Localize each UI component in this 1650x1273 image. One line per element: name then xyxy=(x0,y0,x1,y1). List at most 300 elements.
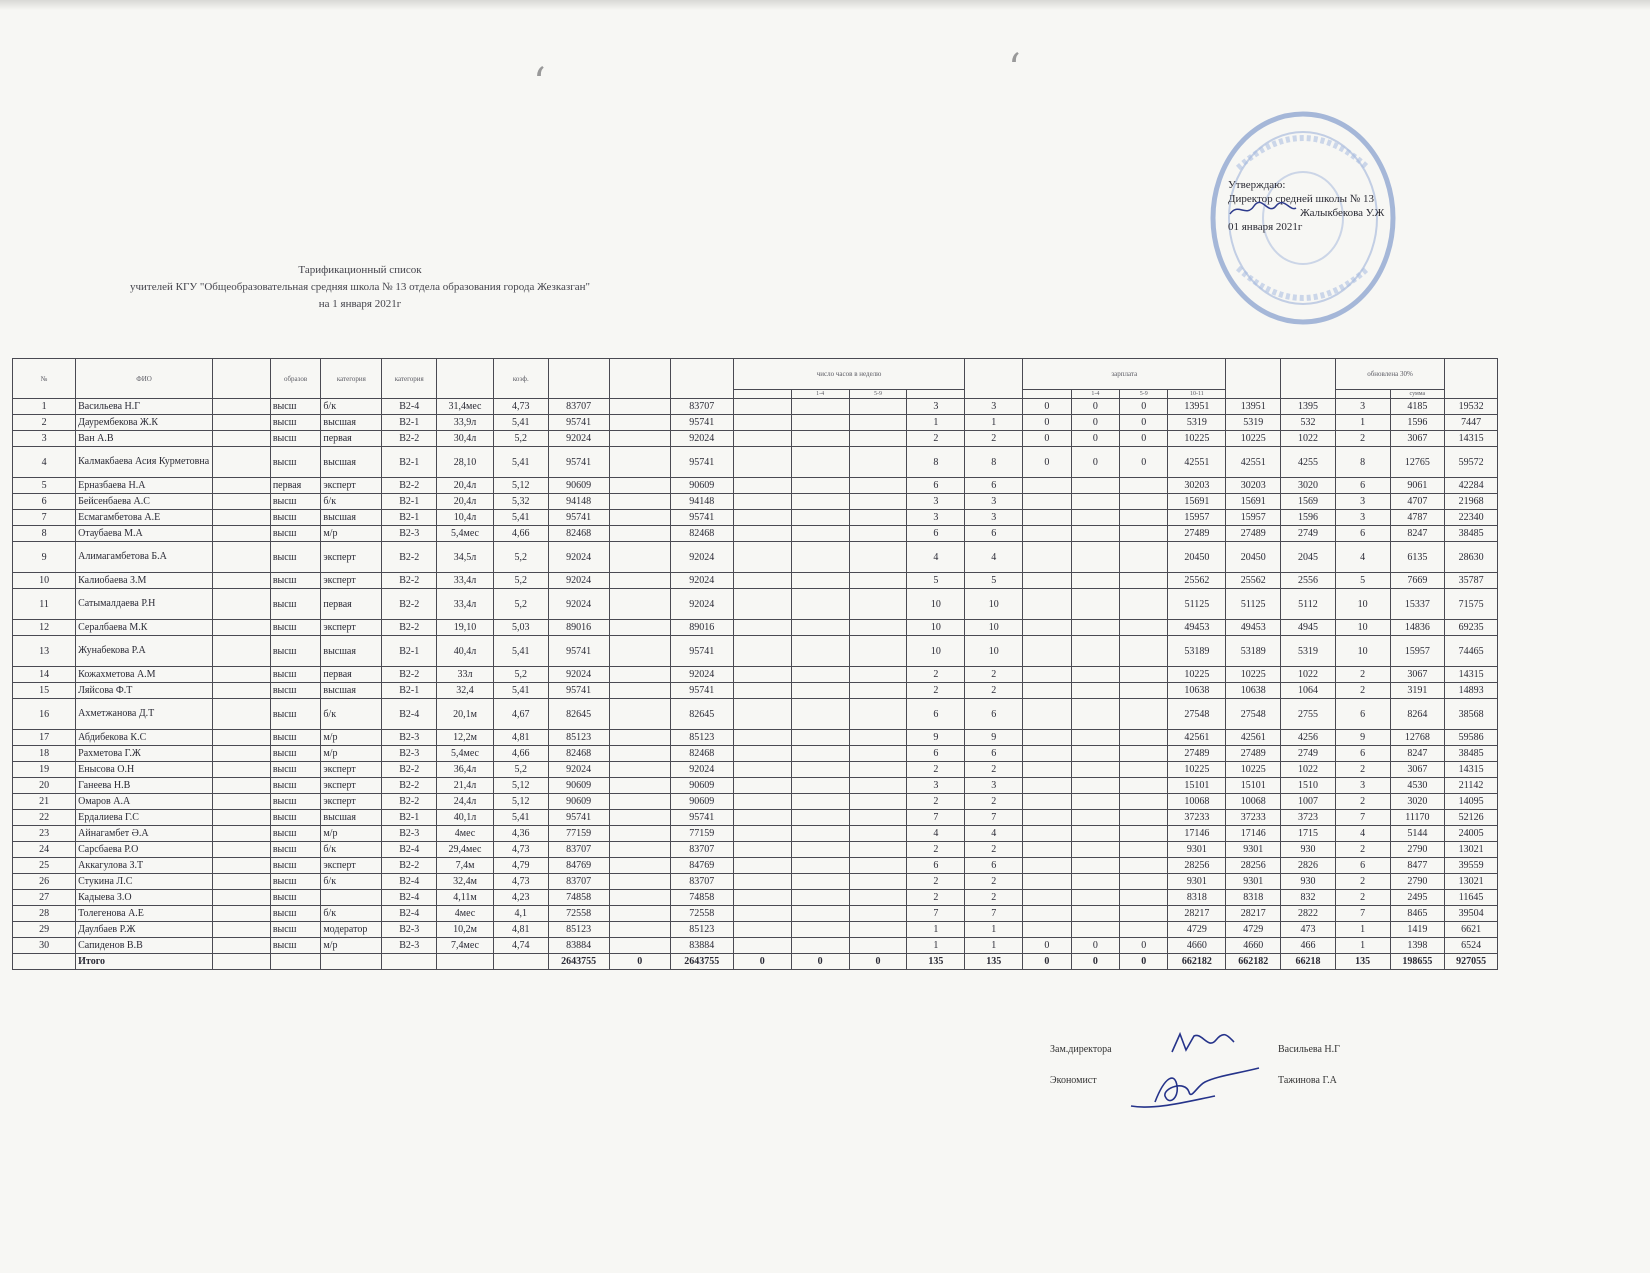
pay-cell xyxy=(1071,542,1119,573)
percent-cell: 532 xyxy=(1281,415,1336,431)
hours-cell xyxy=(733,794,791,810)
hours-cell: 3 xyxy=(907,510,965,526)
pay-cell: 0 xyxy=(1120,447,1168,478)
bonus-cell xyxy=(609,794,670,810)
director-signature xyxy=(1228,200,1298,220)
grade-cell: В2-2 xyxy=(382,778,437,794)
bonus-cell xyxy=(609,890,670,906)
experience-cell: 33,9л xyxy=(437,415,494,431)
education-cell: высш xyxy=(270,778,321,794)
sum-cell: 3191 xyxy=(1390,683,1445,699)
pay-cell: 25562 xyxy=(1168,573,1226,589)
pay-total-cell: 30203 xyxy=(1226,478,1281,494)
pay-total-cell: 53189 xyxy=(1226,636,1281,667)
coefficient-cell: 5,2 xyxy=(493,573,548,589)
salary-cell: 72558 xyxy=(548,906,609,922)
experience-cell: 29,4мес xyxy=(437,842,494,858)
experience-cell: 7,4мес xyxy=(437,938,494,954)
education-cell: высш xyxy=(270,636,321,667)
bonus-cell xyxy=(609,589,670,620)
hours-cell: 10 xyxy=(907,636,965,667)
table-row xyxy=(13,526,1498,542)
pay-cell xyxy=(1071,890,1119,906)
hours-cell xyxy=(849,906,907,922)
row-number: 18 xyxy=(13,746,76,762)
pay-total-cell: 25562 xyxy=(1226,573,1281,589)
pay-total-cell: 20450 xyxy=(1226,542,1281,573)
pay-cell xyxy=(1120,510,1168,526)
subject-cell xyxy=(212,620,270,636)
experience-cell: 21,4л xyxy=(437,778,494,794)
row-number: 17 xyxy=(13,730,76,746)
education-cell: высш xyxy=(270,874,321,890)
salary-cell: 92024 xyxy=(548,589,609,620)
total-cell: 135 xyxy=(907,954,965,970)
coefficient-cell: 4,73 xyxy=(493,399,548,415)
hours-cell xyxy=(733,589,791,620)
count-cell: 3 xyxy=(1335,510,1390,526)
total-cell: 135 xyxy=(965,954,1023,970)
coefficient-cell: 4,23 xyxy=(493,890,548,906)
hours-cell: 6 xyxy=(907,699,965,730)
hours-cell xyxy=(791,794,849,810)
salary-total-cell: 95741 xyxy=(670,810,733,826)
hours-total-cell: 4 xyxy=(965,542,1023,573)
count-cell: 7 xyxy=(1335,810,1390,826)
total-cell xyxy=(270,954,321,970)
pay-cell xyxy=(1023,762,1071,778)
pay-cell xyxy=(1120,699,1168,730)
total-cell: 135 xyxy=(1335,954,1390,970)
pay-cell: 10638 xyxy=(1168,683,1226,699)
col-header xyxy=(212,359,270,399)
pay-cell: 0 xyxy=(1023,399,1071,415)
sum-cell: 3020 xyxy=(1390,794,1445,810)
pay-cell xyxy=(1023,589,1071,620)
grand-total-cell: 14315 xyxy=(1445,431,1498,447)
hours-cell xyxy=(849,573,907,589)
hours-cell xyxy=(849,510,907,526)
experience-cell: 20,1м xyxy=(437,699,494,730)
col-header xyxy=(609,359,670,399)
pay-cell xyxy=(1023,842,1071,858)
subject-cell xyxy=(212,636,270,667)
coefficient-cell: 5,12 xyxy=(493,478,548,494)
hours-cell xyxy=(849,922,907,938)
table-row xyxy=(13,858,1498,874)
pay-total-cell: 10225 xyxy=(1226,667,1281,683)
count-cell: 6 xyxy=(1335,526,1390,542)
salary-cell: 92024 xyxy=(548,431,609,447)
hours-total-cell: 2 xyxy=(965,842,1023,858)
hours-cell xyxy=(849,746,907,762)
pay-cell xyxy=(1071,526,1119,542)
pay-cell xyxy=(1023,683,1071,699)
pay-cell xyxy=(1023,478,1071,494)
hours-cell xyxy=(733,573,791,589)
category-cell: первая xyxy=(321,589,382,620)
percent-cell: 5319 xyxy=(1281,636,1336,667)
count-cell: 9 xyxy=(1335,730,1390,746)
pay-cell: 30203 xyxy=(1168,478,1226,494)
count-cell: 2 xyxy=(1335,431,1390,447)
pay-cell: 49453 xyxy=(1168,620,1226,636)
grade-cell: В2-2 xyxy=(382,478,437,494)
bonus-cell xyxy=(609,842,670,858)
staple-mark: ʻ xyxy=(533,60,546,106)
hours-cell xyxy=(791,636,849,667)
coefficient-cell: 5,12 xyxy=(493,794,548,810)
salary-cell: 92024 xyxy=(548,762,609,778)
sum-cell: 4787 xyxy=(1390,510,1445,526)
table-row xyxy=(13,842,1498,858)
teacher-name: Абдибекова К.С xyxy=(76,730,213,746)
sum-cell: 8247 xyxy=(1390,746,1445,762)
hours-cell xyxy=(849,874,907,890)
subject-cell xyxy=(212,746,270,762)
bonus-cell xyxy=(609,447,670,478)
percent-cell: 1064 xyxy=(1281,683,1336,699)
pay-total-cell: 37233 xyxy=(1226,810,1281,826)
salary-total-cell: 89016 xyxy=(670,620,733,636)
hours-cell xyxy=(733,778,791,794)
document-title xyxy=(80,262,640,313)
salary-total-cell: 95741 xyxy=(670,510,733,526)
pay-cell xyxy=(1120,858,1168,874)
hours-cell xyxy=(791,842,849,858)
col-header xyxy=(965,359,1023,399)
grade-cell: В2-2 xyxy=(382,431,437,447)
grand-total-cell: 24005 xyxy=(1445,826,1498,842)
grade-cell: В2-4 xyxy=(382,890,437,906)
hours-cell: 6 xyxy=(907,746,965,762)
sum-cell: 14836 xyxy=(1390,620,1445,636)
row-number: 12 xyxy=(13,620,76,636)
education-cell: высш xyxy=(270,938,321,954)
salary-total-cell: 83707 xyxy=(670,874,733,890)
grand-total-cell: 14095 xyxy=(1445,794,1498,810)
category-cell: высшая xyxy=(321,810,382,826)
count-cell: 1 xyxy=(1335,922,1390,938)
row-number: 22 xyxy=(13,810,76,826)
hours-cell: 1 xyxy=(907,415,965,431)
table-row xyxy=(13,636,1498,667)
subject-cell xyxy=(212,762,270,778)
col-subheader: 10-11 xyxy=(1168,390,1226,399)
hours-cell xyxy=(791,746,849,762)
teacher-name: Ахметжанова Д.Т xyxy=(76,699,213,730)
grade-cell: В2-1 xyxy=(382,415,437,431)
experience-cell: 7,4м xyxy=(437,858,494,874)
pay-cell: 28217 xyxy=(1168,906,1226,922)
table-row xyxy=(13,667,1498,683)
hours-cell xyxy=(849,478,907,494)
hours-cell xyxy=(791,478,849,494)
count-cell: 6 xyxy=(1335,478,1390,494)
teacher-name: Айнагамбет Ә.А xyxy=(76,826,213,842)
hours-cell: 8 xyxy=(907,447,965,478)
col-header: коэф. xyxy=(493,359,548,399)
pay-total-cell: 42551 xyxy=(1226,447,1281,478)
coefficient-cell: 4,73 xyxy=(493,874,548,890)
grade-cell: В2-2 xyxy=(382,762,437,778)
pay-total-cell: 10225 xyxy=(1226,762,1281,778)
total-cell: 198655 xyxy=(1390,954,1445,970)
salary-cell: 95741 xyxy=(548,415,609,431)
teacher-name: Толегенова А.Е xyxy=(76,906,213,922)
salary-cell: 82468 xyxy=(548,746,609,762)
pay-cell xyxy=(1023,778,1071,794)
sum-cell: 9061 xyxy=(1390,478,1445,494)
education-cell: высш xyxy=(270,730,321,746)
category-cell: б/к xyxy=(321,842,382,858)
pay-total-cell: 51125 xyxy=(1226,589,1281,620)
total-cell: 2643755 xyxy=(670,954,733,970)
pay-cell xyxy=(1120,762,1168,778)
pay-cell: 10225 xyxy=(1168,431,1226,447)
percent-cell: 4255 xyxy=(1281,447,1336,478)
salary-total-cell: 95741 xyxy=(670,636,733,667)
pay-cell xyxy=(1023,794,1071,810)
table-header-row xyxy=(13,359,1498,390)
teacher-name: Рахметова Г.Ж xyxy=(76,746,213,762)
hours-cell xyxy=(849,526,907,542)
experience-cell: 40,4л xyxy=(437,636,494,667)
table-row xyxy=(13,810,1498,826)
pay-cell xyxy=(1120,478,1168,494)
pay-total-cell: 9301 xyxy=(1226,842,1281,858)
grand-total-cell: 21968 xyxy=(1445,494,1498,510)
percent-cell: 1510 xyxy=(1281,778,1336,794)
hours-total-cell: 6 xyxy=(965,699,1023,730)
bonus-cell xyxy=(609,667,670,683)
coefficient-cell: 4,81 xyxy=(493,922,548,938)
hours-cell: 4 xyxy=(907,542,965,573)
coefficient-cell: 4,79 xyxy=(493,858,548,874)
pay-cell xyxy=(1023,826,1071,842)
grade-cell: В2-4 xyxy=(382,699,437,730)
salary-total-cell: 92024 xyxy=(670,431,733,447)
col-header xyxy=(437,359,494,399)
education-cell: высш xyxy=(270,746,321,762)
education-cell: высш xyxy=(270,842,321,858)
grand-total-cell: 13021 xyxy=(1445,842,1498,858)
hours-cell xyxy=(733,526,791,542)
teacher-name: Васильева Н.Г xyxy=(76,399,213,415)
teacher-name: Омаров А.А xyxy=(76,794,213,810)
hours-cell: 2 xyxy=(907,874,965,890)
education-cell: высш xyxy=(270,399,321,415)
hours-cell xyxy=(791,620,849,636)
teacher-name: Ляйсова Ф.Т xyxy=(76,683,213,699)
pay-cell xyxy=(1071,794,1119,810)
teacher-name: Ганеева Н.В xyxy=(76,778,213,794)
experience-cell: 4мес xyxy=(437,826,494,842)
education-cell: высш xyxy=(270,906,321,922)
deputy-signature xyxy=(1168,1030,1238,1056)
hours-cell xyxy=(733,431,791,447)
pay-cell xyxy=(1120,794,1168,810)
sum-cell: 2790 xyxy=(1390,842,1445,858)
teacher-name: Ван А.В xyxy=(76,431,213,447)
salary-cell: 90609 xyxy=(548,794,609,810)
row-number: 26 xyxy=(13,874,76,890)
pay-cell xyxy=(1071,858,1119,874)
bonus-cell xyxy=(609,415,670,431)
pay-total-cell: 9301 xyxy=(1226,874,1281,890)
subject-cell xyxy=(212,573,270,589)
row-number: 23 xyxy=(13,826,76,842)
hours-total-cell: 3 xyxy=(965,494,1023,510)
table-row xyxy=(13,415,1498,431)
hours-cell xyxy=(849,447,907,478)
bonus-cell xyxy=(609,778,670,794)
hours-cell xyxy=(733,826,791,842)
hours-cell xyxy=(733,746,791,762)
teacher-name: Калмакбаева Асия Курметовна xyxy=(76,447,213,478)
sum-cell: 1398 xyxy=(1390,938,1445,954)
grade-cell: В2-1 xyxy=(382,510,437,526)
category-cell: высшая xyxy=(321,447,382,478)
row-number: 16 xyxy=(13,699,76,730)
experience-cell: 31,4мес xyxy=(437,399,494,415)
total-cell xyxy=(321,954,382,970)
hours-cell xyxy=(849,399,907,415)
education-cell: высш xyxy=(270,542,321,573)
sum-cell: 4530 xyxy=(1390,778,1445,794)
hours-cell: 2 xyxy=(907,842,965,858)
hours-cell: 6 xyxy=(907,526,965,542)
salary-total-cell: 90609 xyxy=(670,778,733,794)
hours-cell xyxy=(849,794,907,810)
education-cell: высш xyxy=(270,858,321,874)
pay-cell xyxy=(1120,573,1168,589)
pay-cell: 53189 xyxy=(1168,636,1226,667)
row-number: 13 xyxy=(13,636,76,667)
percent-cell: 930 xyxy=(1281,842,1336,858)
salary-cell: 84769 xyxy=(548,858,609,874)
grade-cell: В2-3 xyxy=(382,922,437,938)
grade-cell: В2-4 xyxy=(382,842,437,858)
subject-cell xyxy=(212,431,270,447)
education-cell: высш xyxy=(270,589,321,620)
category-cell: м/р xyxy=(321,526,382,542)
hours-cell xyxy=(849,890,907,906)
salary-total-cell: 83884 xyxy=(670,938,733,954)
table-row xyxy=(13,922,1498,938)
hours-total-cell: 6 xyxy=(965,526,1023,542)
salary-total-cell: 77159 xyxy=(670,826,733,842)
percent-cell: 473 xyxy=(1281,922,1336,938)
pay-cell xyxy=(1023,699,1071,730)
salary-total-cell: 92024 xyxy=(670,667,733,683)
col-subheader: 1-4 xyxy=(791,390,849,399)
percent-cell: 4945 xyxy=(1281,620,1336,636)
row-number: 10 xyxy=(13,573,76,589)
grand-total-cell: 38568 xyxy=(1445,699,1498,730)
col-subheader xyxy=(733,390,791,399)
category-cell: эксперт xyxy=(321,573,382,589)
teacher-name: Сапиденов В.В xyxy=(76,938,213,954)
col-subheader: сумма xyxy=(1390,390,1445,399)
sum-cell: 12768 xyxy=(1390,730,1445,746)
grade-cell: В2-1 xyxy=(382,810,437,826)
count-cell: 6 xyxy=(1335,746,1390,762)
percent-cell: 2556 xyxy=(1281,573,1336,589)
salary-total-cell: 92024 xyxy=(670,542,733,573)
total-cell: 0 xyxy=(733,954,791,970)
percent-cell: 1022 xyxy=(1281,667,1336,683)
hours-cell xyxy=(791,778,849,794)
hours-cell xyxy=(791,683,849,699)
economist-signature xyxy=(1125,1066,1265,1114)
percent-cell: 3723 xyxy=(1281,810,1336,826)
subject-cell xyxy=(212,667,270,683)
grand-total-cell: 14893 xyxy=(1445,683,1498,699)
pay-cell xyxy=(1120,906,1168,922)
hours-cell xyxy=(791,922,849,938)
count-cell: 2 xyxy=(1335,683,1390,699)
total-cell xyxy=(382,954,437,970)
hours-cell xyxy=(791,667,849,683)
experience-cell: 12,2м xyxy=(437,730,494,746)
grand-total-cell: 42284 xyxy=(1445,478,1498,494)
education-cell: высш xyxy=(270,573,321,589)
row-number: 6 xyxy=(13,494,76,510)
hours-cell: 2 xyxy=(907,890,965,906)
hours-cell xyxy=(733,730,791,746)
pay-total-cell: 17146 xyxy=(1226,826,1281,842)
grade-cell: В2-2 xyxy=(382,794,437,810)
pay-total-cell: 5319 xyxy=(1226,415,1281,431)
total-cell: 927055 xyxy=(1445,954,1498,970)
salary-cell: 92024 xyxy=(548,542,609,573)
hours-cell xyxy=(733,542,791,573)
hours-cell xyxy=(791,526,849,542)
hours-cell: 9 xyxy=(907,730,965,746)
bonus-cell xyxy=(609,810,670,826)
experience-cell: 33,4л xyxy=(437,573,494,589)
total-cell xyxy=(13,954,76,970)
pay-cell xyxy=(1071,573,1119,589)
title-line: учителей КГУ "Общеобразовательная средняя школа № 13 отдела образования города Жезказган" xyxy=(130,281,590,293)
hours-cell xyxy=(791,399,849,415)
subject-cell xyxy=(212,494,270,510)
table-row xyxy=(13,746,1498,762)
salary-total-cell: 95741 xyxy=(670,683,733,699)
hours-cell xyxy=(733,683,791,699)
pay-cell xyxy=(1023,526,1071,542)
salary-total-cell: 92024 xyxy=(670,762,733,778)
coefficient-cell: 5,41 xyxy=(493,810,548,826)
grade-cell: В2-2 xyxy=(382,858,437,874)
subject-cell xyxy=(212,589,270,620)
count-cell: 8 xyxy=(1335,447,1390,478)
count-cell: 2 xyxy=(1335,874,1390,890)
economist-name: Тажинова Г.А xyxy=(1278,1075,1337,1086)
teacher-name: Жунабекова Р.А xyxy=(76,636,213,667)
hours-cell xyxy=(849,778,907,794)
row-number: 4 xyxy=(13,447,76,478)
pay-cell xyxy=(1120,542,1168,573)
count-cell: 2 xyxy=(1335,890,1390,906)
hours-total-cell: 1 xyxy=(965,922,1023,938)
pay-cell: 42561 xyxy=(1168,730,1226,746)
hours-cell: 7 xyxy=(907,906,965,922)
hours-cell xyxy=(733,447,791,478)
pay-cell xyxy=(1023,906,1071,922)
sum-cell: 8465 xyxy=(1390,906,1445,922)
